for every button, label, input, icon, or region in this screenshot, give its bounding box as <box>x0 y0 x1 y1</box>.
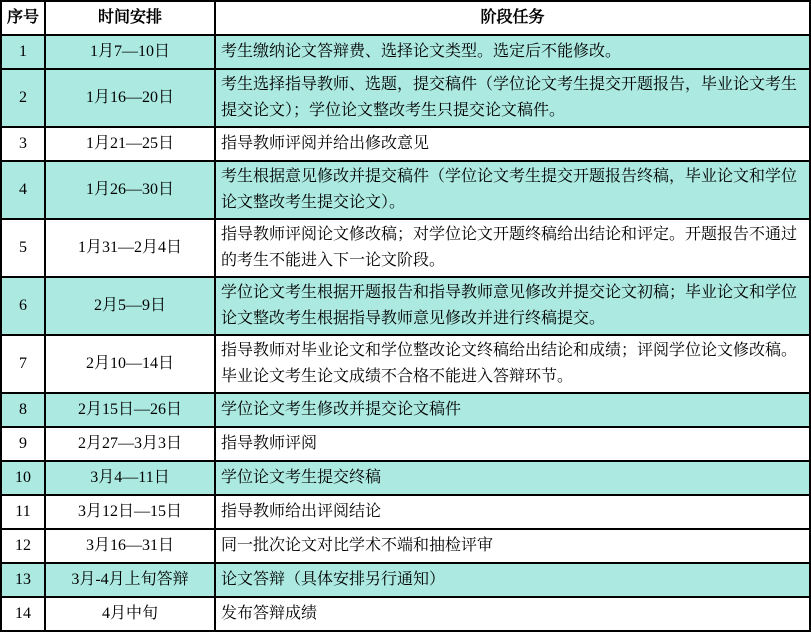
table-row <box>1 597 810 631</box>
time-cell: 2月27—3月3日 <box>45 427 215 461</box>
seq-cell: 11 <box>1 495 45 529</box>
table-row <box>1 393 810 427</box>
seq-cell: 1 <box>1 35 45 69</box>
seq-cell: 8 <box>1 393 45 427</box>
time-cell: 1月31—2月4日 <box>45 219 215 277</box>
table-row <box>1 35 810 69</box>
seq-cell: 4 <box>1 161 45 219</box>
task-cell: 论文答辩（具体安排另行通知） <box>215 563 810 597</box>
task-cell: 考生选择指导教师、选题，提交稿件（学位论文考生提交开题报告，毕业论文考生提交论文）；学位论文整改考生只提交论文稿件。 <box>215 69 810 127</box>
task-cell: 同一批次论文对比学术不端和抽检评审 <box>215 529 810 563</box>
table-row <box>1 335 810 393</box>
header-time: 时间安排 <box>45 1 215 35</box>
seq-cell: 3 <box>1 127 45 161</box>
task-cell: 指导教师评阅 <box>215 427 810 461</box>
task-cell: 发布答辩成绩 <box>215 597 810 631</box>
task-cell: 学位论文考生修改并提交论文稿件 <box>215 393 810 427</box>
table-row <box>1 69 810 127</box>
task-cell: 学位论文考生提交终稿 <box>215 461 810 495</box>
seq-cell: 14 <box>1 597 45 631</box>
time-cell: 2月10—14日 <box>45 335 215 393</box>
task-cell: 指导教师评阅论文修改稿；对学位论文开题终稿给出结论和评定。开题报告不通过的考生不能进入下一论文阶段。 <box>215 219 810 277</box>
task-cell: 指导教师给出评阅结论 <box>215 495 810 529</box>
table-row <box>1 277 810 335</box>
table-row <box>1 161 810 219</box>
time-cell: 1月21—25日 <box>45 127 215 161</box>
header-task: 阶段任务 <box>215 1 810 35</box>
seq-cell: 12 <box>1 529 45 563</box>
seq-cell: 2 <box>1 69 45 127</box>
time-cell: 4月中旬 <box>45 597 215 631</box>
seq-cell: 9 <box>1 427 45 461</box>
header-row <box>1 1 810 35</box>
table-row <box>1 127 810 161</box>
task-cell: 考生根据意见修改并提交稿件（学位论文考生提交开题报告终稿，毕业论文和学位论文整改考生提交论文）。 <box>215 161 810 219</box>
time-cell: 3月4—11日 <box>45 461 215 495</box>
task-cell: 指导教师对毕业论文和学位整改论文终稿给出结论和成绩；评阅学位论文修改稿。毕业论文考生论文成绩不合格不能进入答辩环节。 <box>215 335 810 393</box>
time-cell: 1月16—20日 <box>45 69 215 127</box>
time-cell: 1月7—10日 <box>45 35 215 69</box>
table-row <box>1 495 810 529</box>
time-cell: 2月15日—26日 <box>45 393 215 427</box>
seq-cell: 7 <box>1 335 45 393</box>
table-row <box>1 461 810 495</box>
table-row <box>1 563 810 597</box>
table-row <box>1 427 810 461</box>
time-cell: 3月16—31日 <box>45 529 215 563</box>
time-cell: 1月26—30日 <box>45 161 215 219</box>
time-cell: 3月12日—15日 <box>45 495 215 529</box>
table-row <box>1 529 810 563</box>
seq-cell: 5 <box>1 219 45 277</box>
seq-cell: 10 <box>1 461 45 495</box>
time-cell: 2月5—9日 <box>45 277 215 335</box>
task-cell: 指导教师评阅并给出修改意见 <box>215 127 810 161</box>
seq-cell: 13 <box>1 563 45 597</box>
time-cell: 3月-4月上旬答辩 <box>45 563 215 597</box>
task-cell: 学位论文考生根据开题报告和指导教师意见修改并提交论文初稿；毕业论文和学位论文整改考生根据指导教师意见修改并进行终稿提交。 <box>215 277 810 335</box>
table-row <box>1 219 810 277</box>
task-cell: 考生缴纳论文答辩费、选择论文类型。选定后不能修改。 <box>215 35 810 69</box>
seq-cell: 6 <box>1 277 45 335</box>
header-seq: 序号 <box>1 1 45 35</box>
